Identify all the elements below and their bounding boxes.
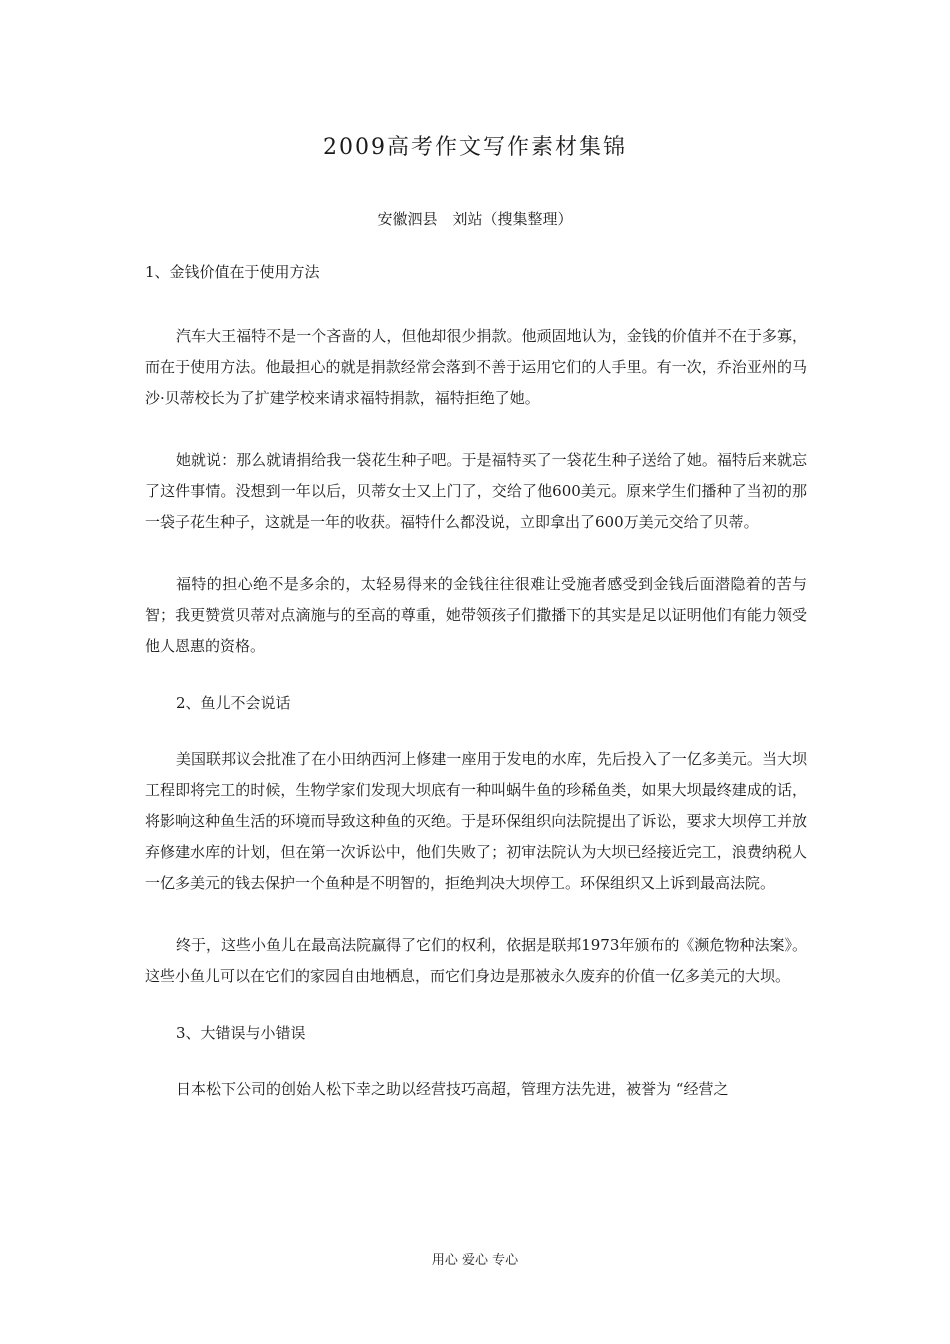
document-author: 安徽泗县 刘站（搜集整理）	[377, 210, 573, 228]
section-heading-2: 2、鱼儿不会说话	[176, 694, 291, 712]
section-2-paragraph-1: 美国联邦议会批准了在小田纳西河上修建一座用于发电的水库，先后投入了一亿多美元。当大坝工程即将完工的时候，生物学家们发现大坝底有一种叫蜗牛鱼的珍稀鱼类，如果大坝最终建成的话，将影响这种鱼生活的环境而导致这种鱼的灭绝。于是环保组织向法院提出了诉讼，要求大坝停工并放弃修建水库的计划，但在第一次诉讼中，他们失败了；初审法院认为大坝已经接近完工，浪费纳税人一亿多美元的钱去保护一个鱼种是不明智的，拒绝判决大坝停工。环保组织又上诉到最高法院。	[145, 750, 807, 892]
section-3-paragraph-1: 日本松下公司的创始人松下幸之助以经营技巧高超，管理方法先进，被誉为 “经营之	[176, 1080, 729, 1098]
document-title: 2009高考作文写作素材集锦	[323, 135, 627, 160]
document-body	[145, 260, 807, 1105]
section-heading-1: 1、金钱价值在于使用方法	[145, 263, 320, 281]
section-1-paragraph-3: 福特的担心绝不是多余的，太轻易得来的金钱往往很难让受施者感受到金钱后面潜隐着的苦与智；我更赞赏贝蒂对点滴施与的至高的尊重，她带领孩子们撒播下的其实是足以证明他们有能力领受他人恩惠的资格。	[145, 575, 807, 655]
section-heading-3: 3、大错误与小错误	[176, 1024, 306, 1042]
section-1-paragraph-1: 汽车大王福特不是一个吝啬的人，但他却很少捐款。他顽固地认为，金钱的价值并不在于多寡，而在于使用方法。他最担心的就是捐款经常会落到不善于运用它们的人手里。有一次，乔治亚州的马沙·贝蒂校长为了扩建学校来请求福特捐款，福特拒绝了她。	[145, 327, 807, 407]
section-2-paragraph-2: 终于，这些小鱼儿在最高法院赢得了它们的权利，依据是联邦1973年颁布的《濒危物种法案》。这些小鱼儿可以在它们的家园自由地栖息，而它们身边是那被永久废弃的价值一亿多美元的大坝。	[145, 936, 807, 985]
page-footer: 用心 爱心 专心	[431, 1253, 519, 1268]
section-1-paragraph-2: 她就说：那么就请捐给我一袋花生种子吧。于是福特买了一袋花生种子送给了她。福特后来就忘了这件事情。没想到一年以后，贝蒂女士又上门了，交给了他600美元。原来学生们播种了当初的那一袋子花生种子，这就是一年的收获。福特什么都没说，立即拿出了600万美元交给了贝蒂。	[145, 451, 807, 531]
